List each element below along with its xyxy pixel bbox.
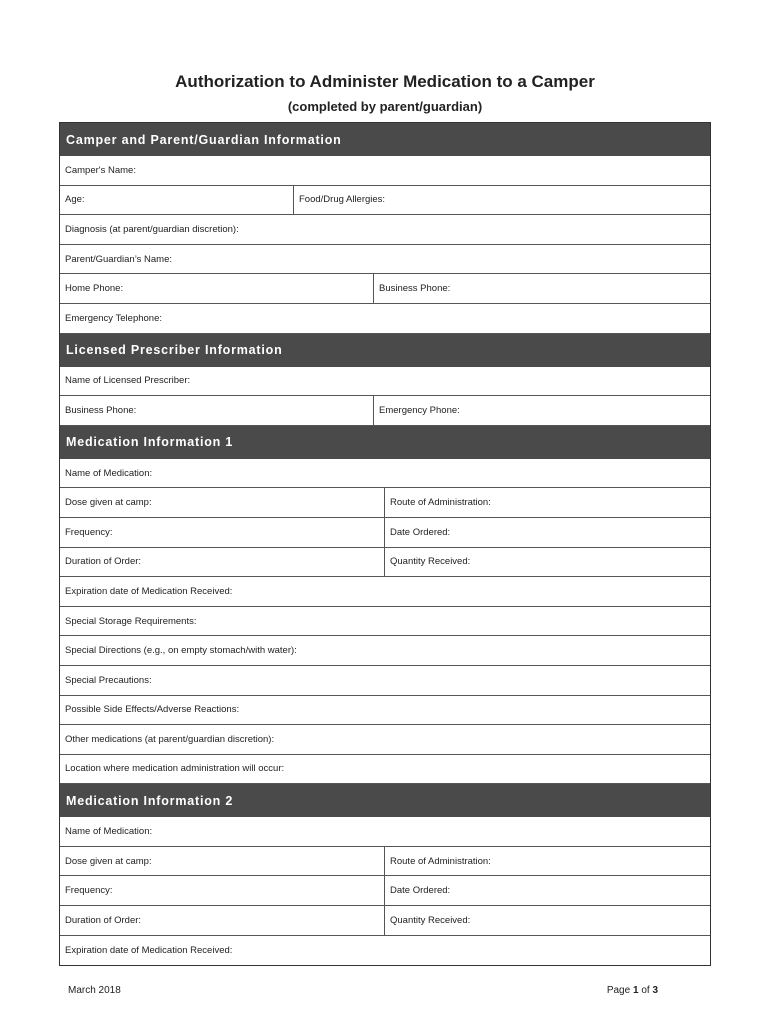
- form-row: [60, 459, 710, 489]
- page-of: of: [641, 985, 650, 996]
- med2-expiration-field[interactable]: Expiration date of Medication Received:: [65, 944, 233, 956]
- document-subtitle: (completed by parent/guardian): [287, 99, 483, 114]
- med1-quantity-field[interactable]: Quantity Received:: [384, 548, 710, 577]
- allergies-field[interactable]: Food/Drug Allergies:: [293, 186, 710, 215]
- parent-name-field[interactable]: Parent/Guardian’s Name:: [65, 253, 173, 265]
- prescriber-emergency-phone-field[interactable]: Emergency Phone:: [373, 396, 710, 425]
- section-header-medication-2: Medication Information 2: [60, 784, 710, 817]
- form-row: [60, 906, 710, 936]
- med1-date-ordered-field[interactable]: Date Ordered:: [384, 518, 710, 547]
- med1-location-field[interactable]: Location where medication administration will occur:: [65, 763, 285, 775]
- campers-name-field[interactable]: Camper's Name:: [65, 164, 136, 176]
- form-row: [60, 274, 710, 304]
- page-current: 1: [632, 985, 639, 996]
- form-row: [60, 696, 710, 726]
- med2-dose-field[interactable]: Dose given at camp:: [65, 855, 152, 867]
- prescriber-business-phone-field[interactable]: Business Phone:: [65, 404, 137, 416]
- form-row: [60, 488, 710, 518]
- form-row: [60, 245, 710, 275]
- section-header-medication-1: Medication Information 1: [60, 426, 710, 459]
- med2-name-field[interactable]: Name of Medication:: [65, 826, 153, 838]
- form-row: [60, 396, 710, 426]
- med2-duration-field[interactable]: Duration of Order:: [65, 914, 142, 926]
- form-row: [60, 577, 710, 607]
- parent-business-phone-field[interactable]: Business Phone:: [373, 274, 710, 303]
- footer-date: March 2018: [68, 985, 121, 996]
- med1-frequency-field[interactable]: Frequency:: [65, 526, 113, 538]
- form-row: [60, 186, 710, 216]
- form-row: [60, 725, 710, 755]
- form-row: [60, 755, 710, 785]
- form-row: [60, 156, 710, 186]
- prescriber-name-field[interactable]: Name of Licensed Prescriber:: [65, 375, 191, 387]
- med1-name-field[interactable]: Name of Medication:: [65, 467, 153, 479]
- form-row: [60, 636, 710, 666]
- form-row: [60, 367, 710, 397]
- med2-route-field[interactable]: Route of Administration:: [384, 847, 710, 876]
- form-row: [60, 817, 710, 847]
- form-row: [60, 936, 710, 966]
- page-prefix: Page: [606, 985, 631, 996]
- form-row: [60, 876, 710, 906]
- form-row: [60, 548, 710, 578]
- form-row: [60, 304, 710, 334]
- age-field[interactable]: Age:: [65, 194, 85, 206]
- med2-frequency-field[interactable]: Frequency:: [65, 885, 113, 897]
- med1-precautions-field[interactable]: Special Precautions:: [65, 674, 152, 686]
- med1-expiration-field[interactable]: Expiration date of Medication Received:: [65, 585, 233, 597]
- diagnosis-field[interactable]: Diagnosis (at parent/guardian discretion):: [65, 223, 239, 235]
- med1-directions-field[interactable]: Special Directions (e.g., on empty stomach/with water):: [65, 645, 297, 657]
- med1-other-meds-field[interactable]: Other medications (at parent/guardian discretion):: [65, 733, 275, 745]
- document-title: Authorization to Administer Medication to a Camper: [175, 72, 595, 91]
- form-row: [60, 666, 710, 696]
- med1-side-effects-field[interactable]: Possible Side Effects/Adverse Reactions:: [65, 704, 240, 716]
- med1-dose-field[interactable]: Dose given at camp:: [65, 497, 152, 509]
- med1-route-field[interactable]: Route of Administration:: [384, 488, 710, 517]
- med2-date-ordered-field[interactable]: Date Ordered:: [384, 876, 710, 905]
- page-number: [607, 985, 658, 996]
- med1-duration-field[interactable]: Duration of Order:: [65, 556, 142, 568]
- form-row: [60, 847, 710, 877]
- medication-form: [59, 122, 711, 966]
- section-header-camper: Camper and Parent/Guardian Information: [60, 123, 710, 156]
- form-row: [60, 215, 710, 245]
- med1-storage-field[interactable]: Special Storage Requirements:: [65, 615, 197, 627]
- page-total: 3: [652, 985, 658, 996]
- form-row: [60, 607, 710, 637]
- form-row: [60, 518, 710, 548]
- emergency-telephone-field[interactable]: Emergency Telephone:: [65, 312, 162, 324]
- section-header-prescriber: Licensed Prescriber Information: [60, 334, 710, 367]
- med2-quantity-field[interactable]: Quantity Received:: [384, 906, 710, 935]
- home-phone-field[interactable]: Home Phone:: [65, 283, 124, 295]
